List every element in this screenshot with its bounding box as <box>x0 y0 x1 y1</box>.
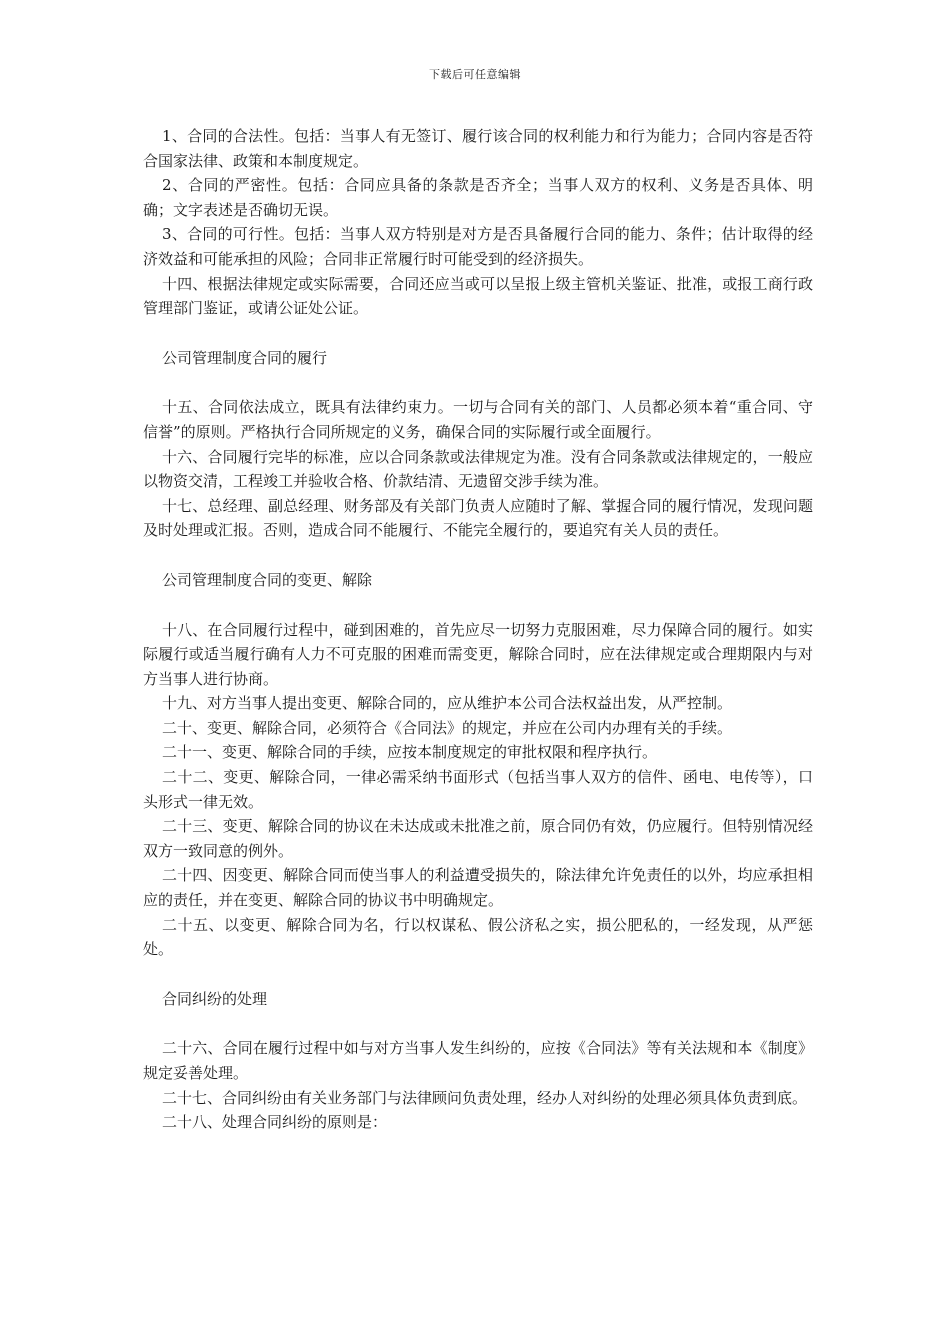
paragraph-spacer <box>143 593 813 618</box>
section-heading: 合同纠纷的处理 <box>162 989 268 1008</box>
body-paragraph: 十九、对方当事人提出变更、解除合同的，应从维护本公司合法权益出发，从严控制。 <box>162 694 733 713</box>
body-paragraph: 二十二、变更、解除合同，一律必需采纳书面形式（包括当事人双方的信件、函电、电传等），口头形式一律无效。 <box>143 768 813 811</box>
body-paragraph: 十七、总经理、副总经理、财务部及有关部门负责人应随时了解、掌握合同的履行情况，发现问题及时处理或汇报。否则，造成合同不能履行、不能完全履行的，要追究有关人员的责任。 <box>143 496 813 540</box>
body-paragraph: 二十八、处理合同纠纷的原则是： <box>162 1113 388 1132</box>
body-paragraph: 十八、在合同履行过程中，碰到困难的，首先应尽一切努力克服困难，尽力保障合同的履行。如实际履行或适当履行确有人力不可克服的困难而需变更，解除合同时，应在法律规定或合理期限内与对方当事人进行协商。 <box>143 620 813 688</box>
paragraph-spacer <box>143 370 813 395</box>
paragraph-spacer <box>143 321 813 346</box>
body-paragraph: 1、合同的合法性。包括：当事人有无签订、履行该合同的权利能力和行为能力；合同内容是否符合国家法律、政策和本制度规定。 <box>143 127 813 170</box>
document-body <box>143 124 813 1135</box>
body-paragraph: 二十五、以变更、解除合同为名，行以权谋私、假公济私之实，损公肥私的，一经发现，从严惩处。 <box>143 915 813 959</box>
body-paragraph: 二十一、变更、解除合同的手续，应按本制度规定的审批权限和程序执行。 <box>162 743 658 762</box>
body-paragraph: 十六、合同履行完毕的标准，应以合同条款或法律规定为准。没有合同条款或法律规定的，一般应以物资交清，工程竣工并验收合格、价款结清、无遗留交涉手续为准。 <box>143 447 813 491</box>
body-paragraph: 3、合同的可行性。包括：当事人双方特别是对方是否具备履行合同的能力、条件；估计取得的经济效益和可能承担的风险；合同非正常履行时可能受到的经济损失。 <box>143 225 813 268</box>
body-paragraph: 二十三、变更、解除合同的协议在未达成或未批准之前，原合同仍有效，仍应履行。但特别情况经双方一致同意的例外。 <box>143 817 813 860</box>
paragraph-spacer <box>143 962 813 987</box>
section-heading: 公司管理制度合同的变更、解除 <box>162 570 373 589</box>
body-paragraph: 十五、合同依法成立，既具有法律约束力。一切与合同有关的部门、人员都必须本着“重合同、守信誉”的原则。严格执行合同所规定的义务，确保合同的实际履行或全面履行。 <box>143 398 813 441</box>
body-paragraph: 2、合同的严密性。包括：合同应具备的条款是否齐全；当事人双方的权利、义务是否具体、明确；文字表述是否确切无误。 <box>143 176 813 219</box>
page-header: 下载后可任意编辑 <box>429 68 521 81</box>
body-paragraph: 二十六、合同在履行过程中如与对方当事人发生纠纷的，应按《合同法》等有关法规和本《制度》规定妥善处理。 <box>143 1039 813 1082</box>
body-paragraph: 二十、变更、解除合同，必须符合《合同法》的规定，并应在公司内办理有关的手续。 <box>162 718 733 737</box>
paragraph-spacer <box>143 1011 813 1036</box>
paragraph-spacer <box>143 543 813 568</box>
body-paragraph: 二十四、因变更、解除合同而使当事人的利益遭受损失的，除法律允许免责任的以外，均应承担相应的责任，并在变更、解除合同的协议书中明确规定。 <box>143 866 813 910</box>
body-paragraph: 二十七、合同纠纷由有关业务部门与法律顾问负责处理，经办人对纠纷的处理必须具体负责到底。 <box>162 1088 808 1107</box>
body-paragraph: 十四、根据法律规定或实际需要，合同还应当或可以呈报上级主管机关鉴证、批准，或报工商行政管理部门鉴证，或请公证处公证。 <box>143 274 813 318</box>
section-heading: 公司管理制度合同的履行 <box>162 348 328 367</box>
